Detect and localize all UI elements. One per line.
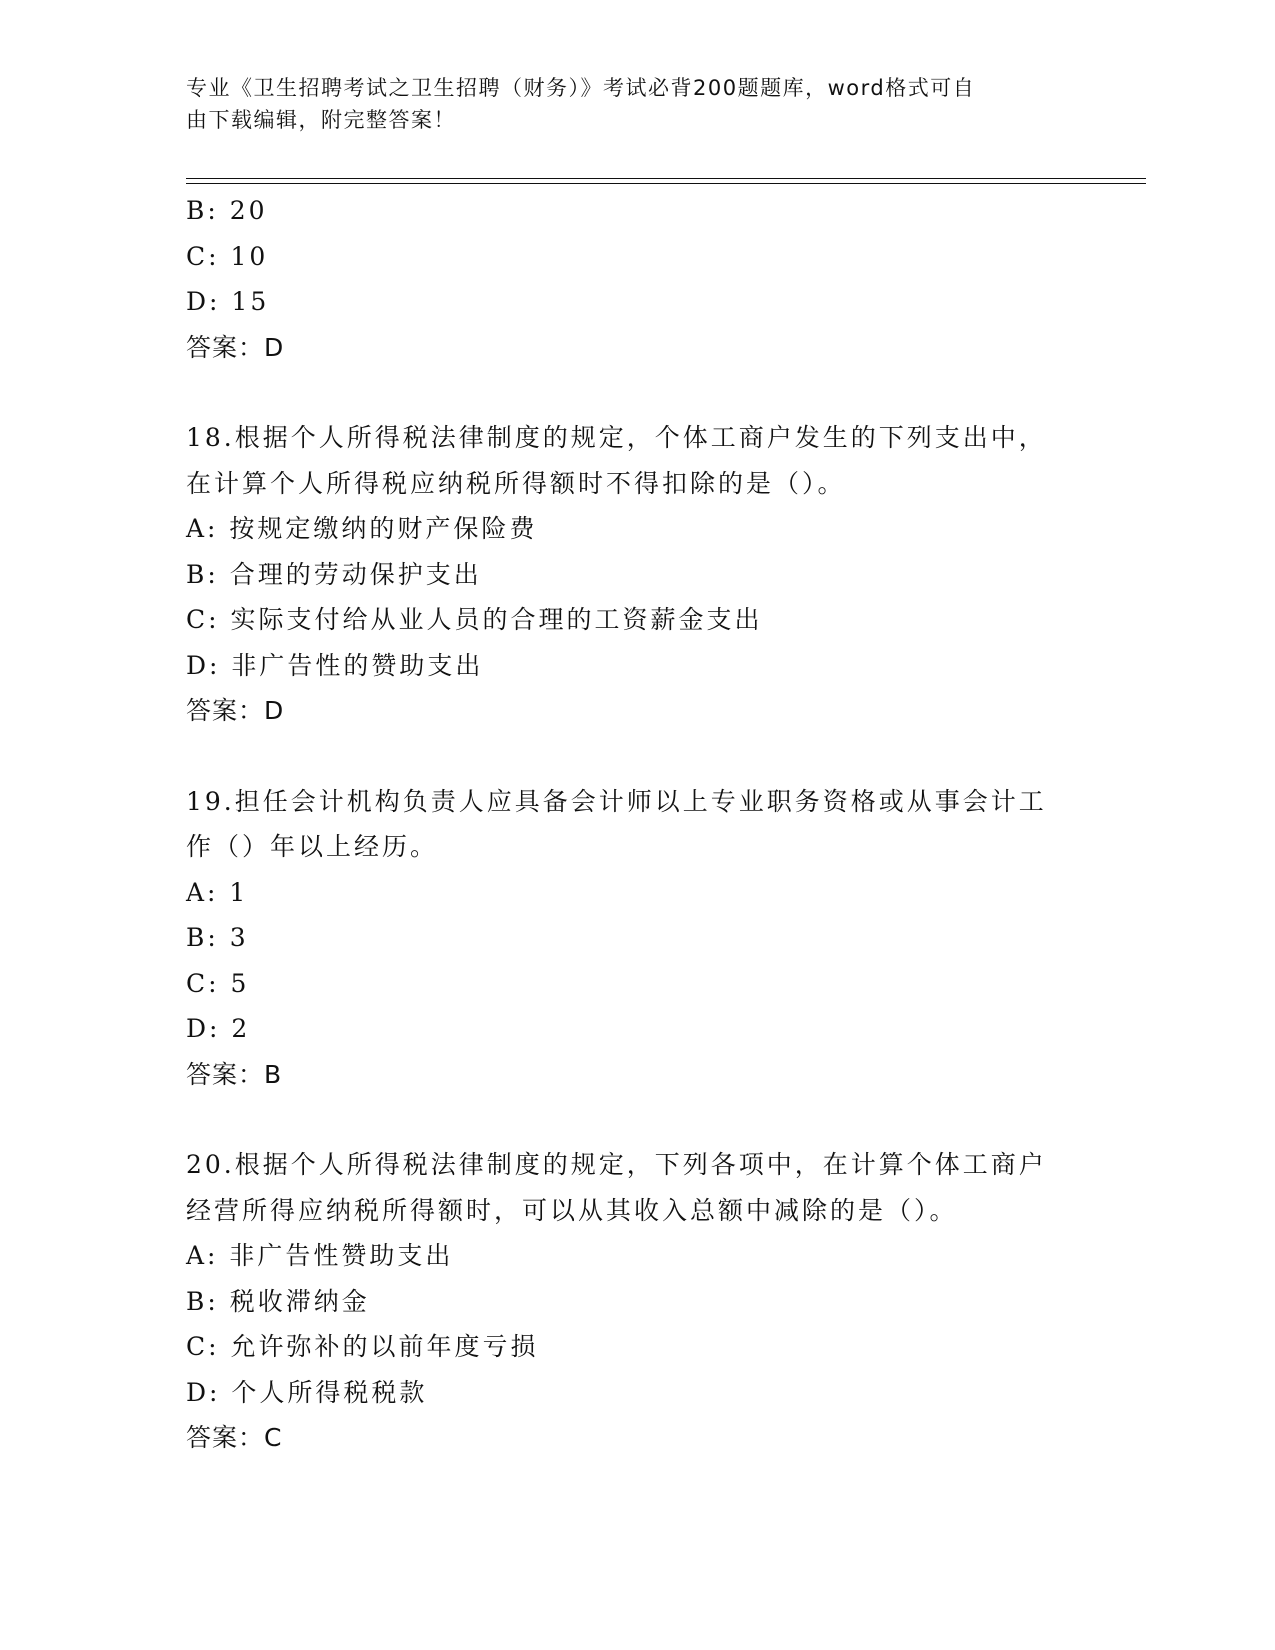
option-c: C: 允许弥补的以前年度亏损 xyxy=(186,1332,539,1361)
question-stem-line-2: 作（）年以上经历。 xyxy=(186,832,439,861)
header-line-2: 由下载编辑，附完整答案！ xyxy=(186,108,456,132)
question-stem-line-2: 经营所得应纳税所得额时，可以从其收入总额中减除的是（）。 xyxy=(186,1195,958,1225)
option-a: A: 非广告性赞助支出 xyxy=(186,1241,454,1270)
option-c: C: 5 xyxy=(186,968,250,998)
answer: 答案：C xyxy=(186,1423,283,1452)
option-b: B: 3 xyxy=(186,923,249,952)
option-a: A: 按规定缴纳的财产保险费 xyxy=(186,514,538,543)
document-header xyxy=(186,72,1066,136)
option-a: A: 1 xyxy=(186,877,249,907)
question-17-tail xyxy=(186,188,1106,370)
question-stem-line-1: 20.根据个人所得税法律制度的规定，下列各项中，在计算个体工商户 xyxy=(186,1150,1047,1179)
question-stem-line-2: 在计算个人所得税应纳税所得额时不得扣除的是（）。 xyxy=(186,468,846,498)
option-c: C: 10 xyxy=(186,241,269,271)
question-stem-line-1: 18.根据个人所得税法律制度的规定，个体工商户发生的下列支出中， xyxy=(186,423,1047,452)
option-b: B: 合理的劳动保护支出 xyxy=(186,559,482,589)
answer: 答案：D xyxy=(186,332,285,362)
option-d: D: 个人所得税税款 xyxy=(186,1377,428,1407)
header-line-1: 专业《卫生招聘考试之卫生招聘（财务）》考试必背200题题库，word格式可自 xyxy=(186,76,976,100)
option-b: B: 20 xyxy=(186,196,268,225)
question-19 xyxy=(186,779,1106,1098)
header-divider-bottom xyxy=(186,183,1146,184)
header-divider-top xyxy=(186,178,1146,179)
question-20 xyxy=(186,1142,1106,1461)
option-d: D: 非广告性的赞助支出 xyxy=(186,650,484,680)
answer: 答案：B xyxy=(186,1059,283,1089)
option-b: B: 税收滞纳金 xyxy=(186,1286,370,1316)
option-d: D: 2 xyxy=(186,1014,251,1043)
question-stem-line-1: 19.担任会计机构负责人应具备会计师以上专业职务资格或从事会计工 xyxy=(186,786,1047,816)
question-content xyxy=(186,188,1106,1461)
option-d: D: 15 xyxy=(186,287,270,316)
question-18 xyxy=(186,415,1106,734)
answer: 答案：D xyxy=(186,696,285,725)
option-c: C: 实际支付给从业人员的合理的工资薪金支出 xyxy=(186,605,763,634)
